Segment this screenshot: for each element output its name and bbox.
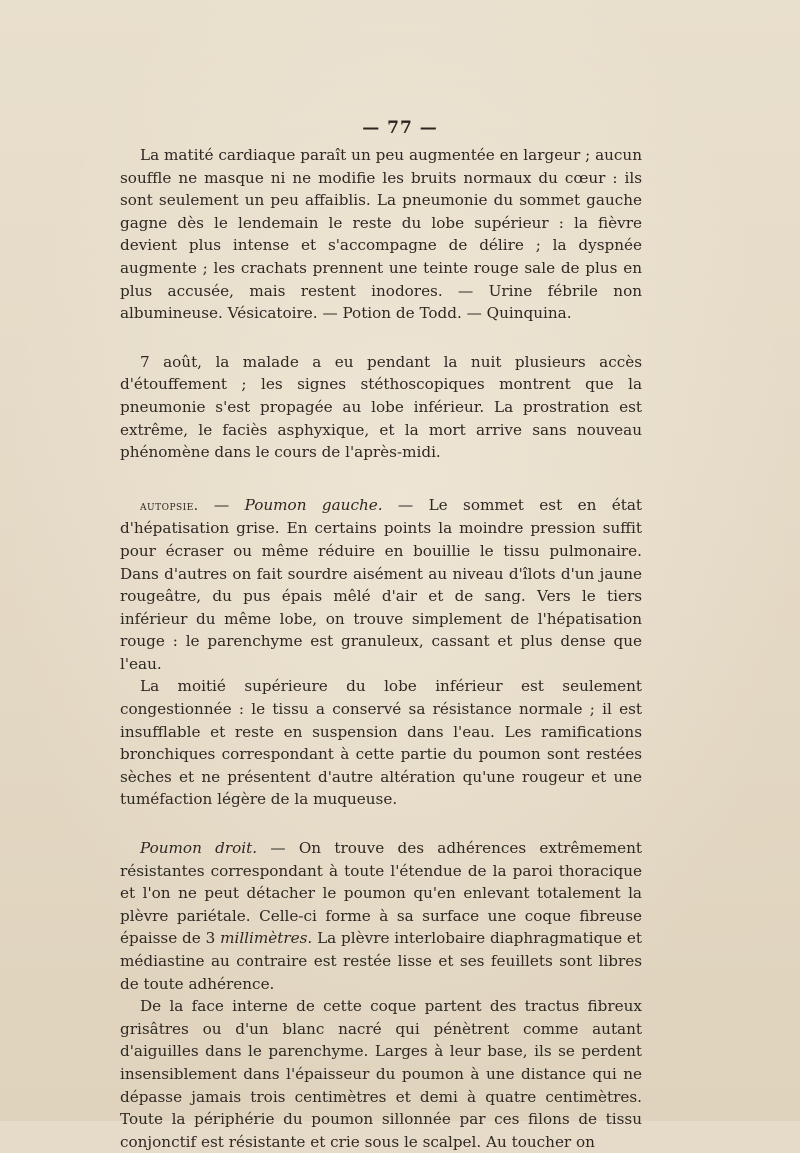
paragraph-poumon-droit <box>120 837 642 995</box>
page-number: — 77 — <box>362 118 438 138</box>
autopsie-dash: — <box>198 495 245 514</box>
paragraph-6: De la face interne de cette coque partent des tractus fibreux grisâtres ou d'un blanc nacré qui pénètrent comme autant d'aiguilles dans le parenchyme. Larges à leur base, ils se perdent insensiblement dans l'épaisseur du poumon à une distance qui ne dépasse jamais trois centimètres et demi à quatre centimètres. Toute la périphérie du poumon sillonnée par ces filons de tissu conjonctif est résistante et crie sous le scalpel. Au toucher on <box>120 997 642 1151</box>
poumon-droit-text-b: La plèvre interlobaire diaphragmatique et médiastine au contraire est restée lisse et ses feuillets sont libres de toute adhérence. <box>120 929 642 993</box>
poumon-droit-heading: Poumon droit. <box>140 839 258 858</box>
paragraph-1: La matité cardiaque paraît un peu augmentée en largeur ; aucun souffle ne masque ni ne modifie les bruits normaux du cœur : ils sont seulement un peu affaiblis. La pneumonie du sommet gauche gagne dès le lendemain le reste du lobe supérieur : la fièvre devient plus intense et s'accompagne de délire ; la dyspnée augmente ; les crachats prennent une teinte rouge sale de plus en plus accusée, mais restent inodores. — Urine fébrile non albumineuse. Vésicatoire. — Potion de Todd. — Quinquina. <box>120 146 642 323</box>
autopsie-text: — Le sommet est en état d'hépatisation grise. En certains points la moindre pression suffit pour écraser ou même réduire en bouillie le tissu pulmonaire. Dans d'autres on fait sourdre aisément au niveau d'îlots d'un jaune rougeâtre, du pus épais mêlé d'air et de sang. Vers le tiers inférieur du même lobe, on trouve simplement de l'hépatisation rouge : le parenchyme est granuleux, cassant et plus dense que l'eau. <box>120 495 643 673</box>
autopsie-label: autopsie. <box>140 497 199 514</box>
poumon-droit-text-a: — On trouve des adhérences extrêmement résistantes correspondant à toute l'étendue de la paroi thoracique et l'on ne peut détacher le poumon qu'en enlevant totalement la plèvre pariétale. Celle-ci forme à sa surface une coque fibreuse épaisse de 3 <box>120 839 642 948</box>
paragraph-autopsie <box>120 494 642 676</box>
poumon-gauche-heading: Poumon gauche. <box>244 495 383 514</box>
millimetres-word: millimètres. <box>220 929 313 948</box>
paragraph-2: 7 août, la malade a eu pendant la nuit plusieurs accès d'étouffement ; les signes stéthoscopiques montrent que la pneumonie s'est propagée au lobe inférieur. La prostration est extrême, le faciès asphyxique, et la mort arrive sans nouveau phénomène dans le cours de l'après-midi. <box>120 352 642 462</box>
body-text <box>120 144 642 1153</box>
paragraph-4: La moitié supérieure du lobe inférieur est seulement congestionnée : le tissu a conservé sa résistance normale ; il est insufflable et reste en suspension dans l'eau. Les ramifications bronchiques correspondant à cette partie du poumon sont restées sèches et ne présentent d'autre altération qu'une rougeur et une tuméfaction légère de la muqueuse. <box>120 677 642 809</box>
